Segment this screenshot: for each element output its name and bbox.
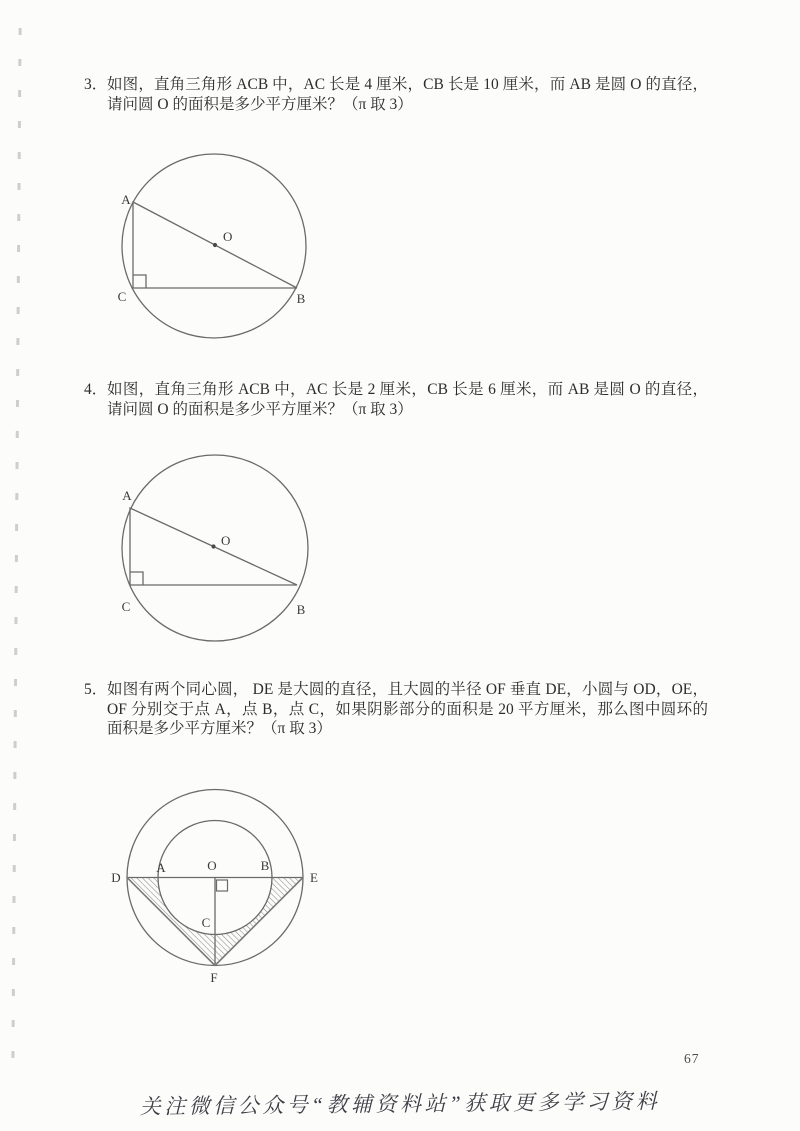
center-point [213,243,217,247]
problem-4 [84,380,708,419]
problem-5 [84,680,708,739]
problem-4-text: 如图，直角三角形 ACB 中，AC 长是 2 厘米，CB 长是 6 厘米，而 AB 是圆 O 的直径，请问圆 O 的面积是多少平方厘米？（π 取 3） [107,381,708,418]
problem-3-number: 3． [84,76,108,93]
problem-3-text: 如图，直角三角形 ACB 中，AC 长是 4 厘米，CB 长是 10 厘米，而 AB 是圆 O 的直径，请问圆 O 的面积是多少平方厘米？（π 取 3） [107,76,708,113]
center-point [211,544,215,548]
problem-3-diagram [100,140,330,355]
label-a: A [121,192,131,207]
label-f: F [210,970,218,985]
problem-4-diagram [100,445,330,660]
right-angle-mark [133,275,146,288]
scan-edge-ticks [11,28,21,1058]
label-o: O [207,858,217,873]
right-angle-mark [217,880,228,891]
label-c: C [201,915,211,930]
right-angle-mark [130,572,143,585]
chord-ef [215,878,303,966]
page-number: 67 [684,1051,700,1066]
problem-5-diagram [95,780,335,990]
label-c: C [121,599,131,614]
label-a: A [122,488,132,503]
label-c: C [117,289,127,304]
problem-5-text: 如图有两个同心圆， DE 是大圆的直径，且大圆的半径 OF 垂直 DE，小圆与 OD，OE，OF 分别交于点 A，点 B，点 C，如果阴影部分的面积是 20 平方厘米，那么图中圆环的面积是多少平方厘米？（π 取 3） [107,681,708,737]
problem-5-number: 5． [84,681,108,698]
problem-4-number: 4． [84,381,108,398]
circle-outline [122,455,308,641]
label-o: O [223,229,233,244]
problem-3 [84,75,708,114]
label-d: D [111,870,121,885]
label-e: E [310,870,318,885]
watermark-text: 关注微信公众号“教辅资料站”获取更多学习资料 [139,1089,661,1119]
label-b: B [296,602,306,617]
label-b: B [296,291,306,306]
label-a: A [156,860,166,875]
label-o: O [221,533,231,548]
label-b: B [260,858,270,873]
